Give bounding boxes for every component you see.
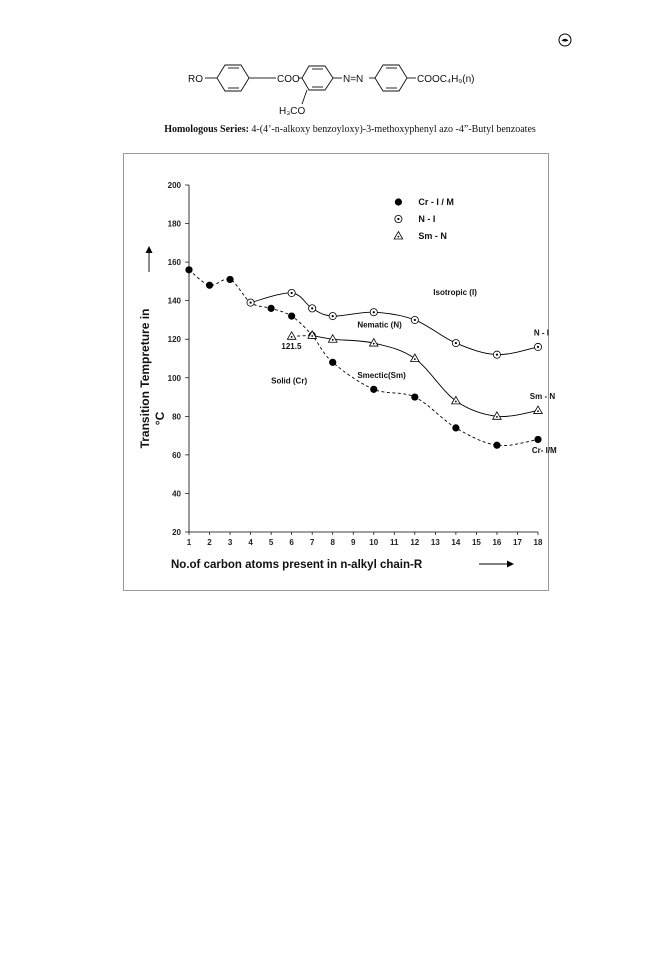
x-tick-label-4: 4: [248, 538, 253, 547]
point-cr-i-m-5: [268, 305, 275, 312]
chart-frame: [123, 153, 557, 591]
figure-caption: [120, 124, 580, 136]
chart-annotations: [271, 288, 557, 455]
x-tick-label-10: 10: [369, 538, 379, 547]
annotation-6: Sm - N: [529, 391, 556, 401]
formula-azo: N=N: [343, 74, 364, 85]
x-tick-label-14: 14: [451, 538, 461, 547]
x-tick-label-11: 11: [390, 538, 399, 547]
x-tick-label-12: 12: [410, 538, 420, 547]
transition-temperature-chart: [124, 154, 557, 590]
series-line-sm-n: [312, 335, 538, 416]
legend-marker-cr-i-m: [395, 198, 402, 205]
y-tick-label-40: 40: [172, 489, 181, 499]
point-sm-n-12: [411, 354, 420, 362]
y-axis-arrow-icon: [146, 246, 153, 253]
legend-marker-n-i: [395, 215, 402, 222]
chemical-structure: [185, 52, 495, 118]
formula-methoxy: H₃CO: [279, 106, 306, 117]
point-cr-i-m-2: [206, 282, 213, 289]
point-cr-i-m-16: [493, 442, 500, 449]
x-tick-label-3: 3: [227, 538, 233, 547]
y-tick-label-140: 140: [167, 296, 181, 306]
x-tick-label-9: 9: [351, 538, 356, 547]
series-markers: [185, 266, 542, 449]
x-tick-label-15: 15: [471, 538, 481, 547]
formula-coo: COO: [277, 74, 300, 85]
point-n-i-8: [329, 312, 336, 319]
point-n-i-7: [309, 305, 316, 312]
legend-label-cr-i-m: Cr - I / M: [418, 197, 454, 207]
point-cr-i-m-12: [411, 393, 418, 400]
point-cr-i-m-18: [534, 436, 541, 443]
legend-label-sm-n: Sm - N: [418, 231, 447, 241]
legend-item-cr-i-m: [395, 197, 454, 207]
annotation-1: Nematic (N): [357, 320, 402, 330]
y-tick-label-20: 20: [172, 528, 181, 537]
axes: [138, 181, 543, 571]
formula-ro: RO: [188, 74, 203, 85]
point-n-i-10: [370, 309, 377, 316]
x-tick-label-17: 17: [513, 538, 522, 547]
annotation-2: 121.5: [281, 341, 302, 351]
y-tick-label-160: 160: [167, 258, 181, 268]
point-cr-i-m-14: [452, 424, 459, 431]
point-cr-i-m-6: [288, 312, 295, 319]
legend-label-n-i: N - I: [418, 214, 436, 224]
y-tick-label-200: 200: [167, 181, 181, 190]
x-tick-label-13: 13: [430, 538, 440, 547]
point-n-i-14: [452, 339, 459, 346]
caption-text: 4-(4’-n-alkoxy benzoyloxy)-3-methoxyphenyl azo -4”-Butyl benzoates: [248, 124, 536, 135]
point-n-i-4: [247, 299, 254, 306]
journal-emblem-icon: [558, 33, 572, 47]
point-cr-i-m-1: [185, 266, 192, 273]
annotation-5: N - I: [533, 328, 550, 338]
y-tick-label-100: 100: [167, 373, 181, 383]
point-n-i-6: [288, 289, 295, 296]
y-tick-label-120: 120: [167, 335, 181, 345]
series-curves: [189, 270, 538, 446]
x-tick-label-1: 1: [186, 538, 192, 547]
point-n-i-16: [493, 351, 500, 358]
x-tick-label-2: 2: [207, 538, 212, 547]
x-axis-title: No.of carbon atoms present in n-alkyl chain-R: [171, 559, 423, 571]
x-tick-label-7: 7: [309, 538, 315, 547]
x-tick-label-5: 5: [268, 538, 274, 547]
point-cr-i-m-3: [226, 276, 233, 283]
legend-item-sm-n: [394, 231, 447, 241]
point-sm-n-14: [452, 396, 461, 404]
x-tick-label-6: 6: [289, 538, 294, 547]
x-axis-arrow-icon: [507, 561, 514, 568]
y-axis-unit: °C: [153, 411, 167, 426]
formula-ester: COOC₄H₉(n): [417, 74, 475, 85]
annotation-4: Solid (Cr): [271, 376, 308, 386]
annotation-7: Cr- I/M: [531, 445, 557, 455]
y-tick-label-80: 80: [172, 412, 181, 422]
y-tick-label-180: 180: [167, 219, 181, 229]
x-tick-label-18: 18: [533, 538, 543, 547]
point-cr-i-m-10: [370, 386, 377, 393]
y-axis-title: Transition Tempreture in: [138, 308, 152, 449]
point-sm-n-18: [534, 406, 543, 414]
annotation-3: Smectic(Sm): [357, 370, 406, 380]
chart-legend: [394, 197, 454, 241]
extra-point-0: [287, 332, 296, 340]
legend-item-n-i: [395, 214, 436, 224]
x-tick-label-16: 16: [492, 538, 502, 547]
caption-bold: Homologous Series:: [164, 124, 249, 135]
legend-marker-sm-n: [394, 232, 403, 240]
annotation-0: Isotropic (I): [433, 287, 477, 297]
y-tick-label-60: 60: [172, 450, 181, 460]
series-line-cr-i-m: [189, 270, 538, 446]
point-n-i-18: [534, 343, 541, 350]
point-cr-i-m-8: [329, 359, 336, 366]
x-tick-label-8: 8: [330, 538, 335, 547]
point-n-i-12: [411, 316, 418, 323]
